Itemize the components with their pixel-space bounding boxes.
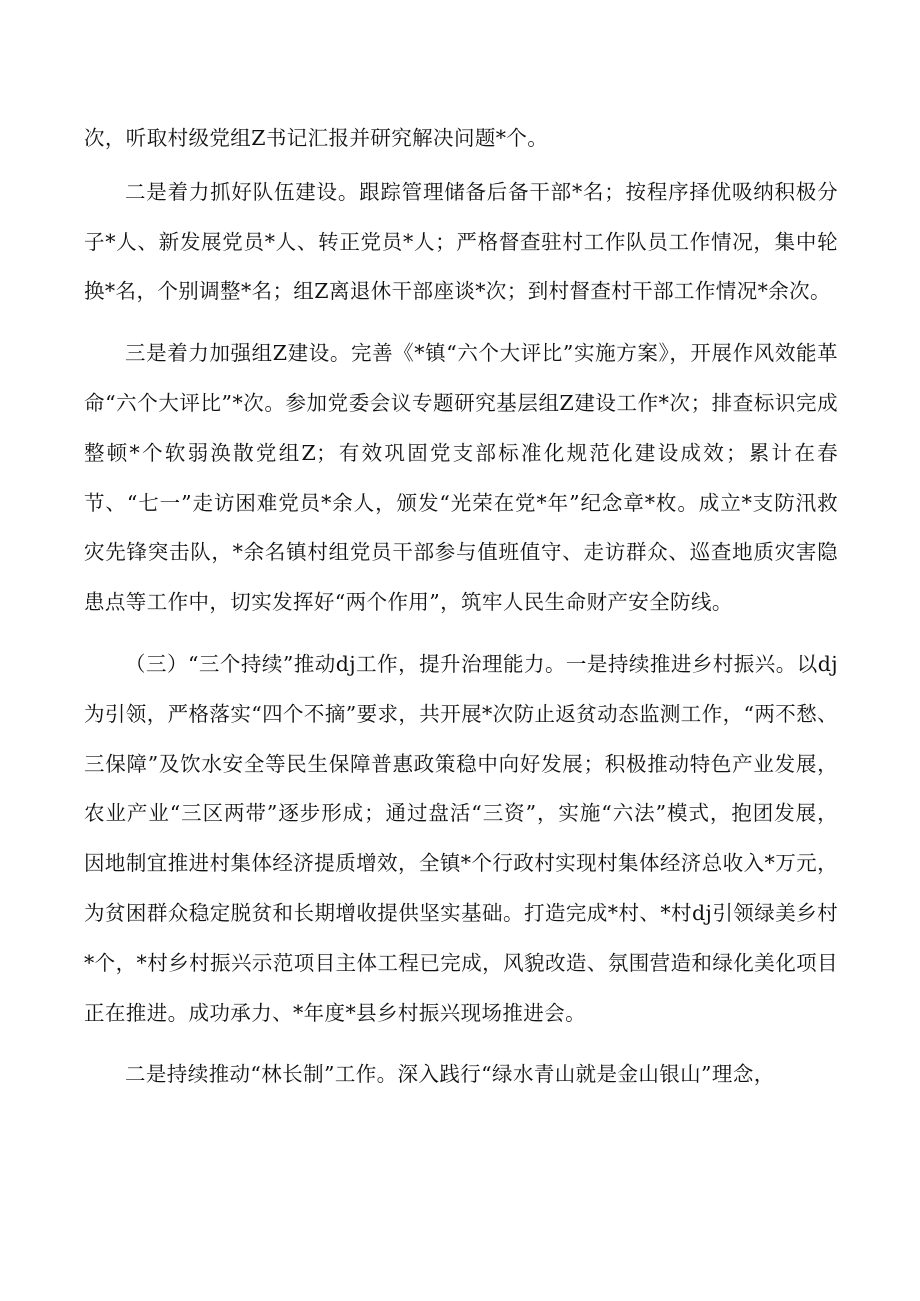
document-body xyxy=(84,114,838,1100)
paragraph-section-three: （三）“三个持续”推动dj工作，提升治理能力。一是持续推进乡村振兴。以dj为引领，严格落实“四个不摘”要求，共开展*次防止返贫动态监测工作，“两不愁、三保障”及饮水安全等民生保障普惠政策稳中向好发展；积极推动特色产业发展，农业产业“三区两带”逐步形成；通过盘活“三资”，实施“六法”模式，抱团发展，因地制宜推进村集体经济提质增效，全镇*个行政村实现村集体经济总收入*万元，为贫困群众稳定脱贫和长期增收提供坚实基础。打造完成*村、*村dj引领绿美乡村*个，*村乡村振兴示范项目主体工程已完成，风貌改造、氛围营造和绿化美化项目正在推进。成功承力、*年度*县乡村振兴现场推进会。 xyxy=(84,651,838,1025)
paragraph-team-building: 二是着力抓好队伍建设。跟踪管理储备后备干部*名；按程序择优吸纳积极分子*人、新发展党员*人、转正党员*人；严格督查驻村工作队员工作情况，集中轮换*名，个别调整*名；组Z离退休干部座谈*次；到村督查村干部工作情况*余次。 xyxy=(84,179,838,304)
paragraph-continuation: 次，听取村级党组Z书记汇报并研究解决问题*个。 xyxy=(84,126,549,150)
paragraph-forest-chief: 二是持续推动“林长制”工作。深入践行“绿水青山就是金山银山”理念， xyxy=(125,1062,775,1087)
paragraph-organization-building: 三是着力加强组Z建设。完善《*镇“六个大评比”实施方案》，开展作风效能革命“六个大评比”*次。参加党委会议专题研究基层组Z建设工作*次；排查标识完成整顿*个软弱涣散党组Z；有效巩固党支部标准化规范化建设成效；累计在春节、“七一”走访困难党员*余人，颁发“光荣在党*年”纪念章*枚。成立*支防汛救灾先锋突击队，*余名镇村组党员干部参与值班值守、走访群众、巡查地质灾害隐患点等工作中，切实发挥好“两个作用”，筑牢人民生命财产安全防线。 xyxy=(84,341,838,615)
